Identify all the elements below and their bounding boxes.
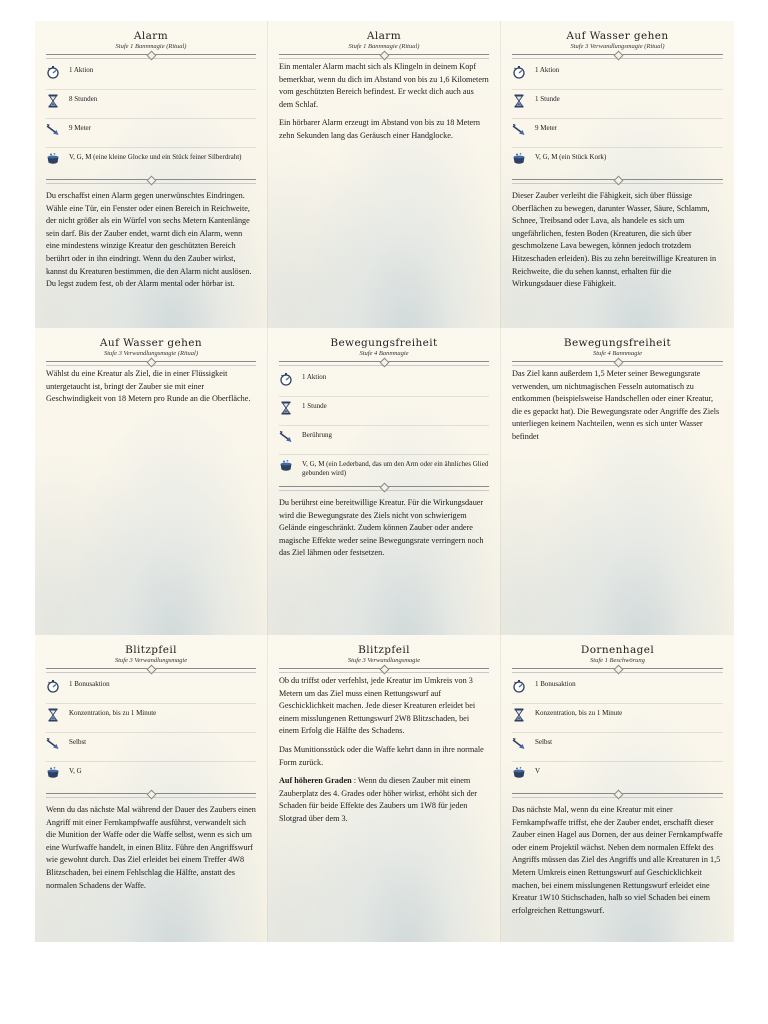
- arrow-target-icon: [512, 123, 526, 137]
- hourglass-icon: [512, 708, 526, 722]
- duration-value: 8 Stunden: [69, 95, 98, 103]
- stat-components: [46, 762, 256, 790]
- spell-subtitle: Stufe 1 Beschwörung: [590, 657, 645, 664]
- duration-value: 1 Stunde: [302, 402, 327, 410]
- stat-casting-time: [512, 61, 723, 90]
- spell-description: [46, 190, 256, 291]
- higher-levels-text: : Wenn du diesen Zauber mit einem Zauberplatz des 4. Grades oder höher wirkst, erhöht sich der Schaden für beide Effekte des Zaubers um 1W8 für jeden Slotgrad über dem 3.: [279, 776, 478, 823]
- cauldron-icon: [46, 766, 60, 780]
- stopwatch-icon: [46, 65, 60, 79]
- casting-time-value: 1 Aktion: [535, 66, 560, 74]
- spell-stats: [46, 61, 256, 176]
- components-value: V, G, M (ein Lederband, das um den Arm oder ein ähnliches Glied gebunden wird): [302, 460, 489, 477]
- spell-title: Dornenhagel: [580, 644, 655, 656]
- stat-components: [46, 148, 256, 176]
- spell-description: [279, 61, 489, 143]
- divider: [46, 793, 256, 798]
- stat-casting-time: [46, 675, 256, 704]
- description-paragraph: Das Munitionsstück oder die Waffe kehrt dann in ihre normale Form zurück.: [279, 744, 484, 767]
- divider: [512, 54, 723, 59]
- spell-title: Auf Wasser gehen: [566, 30, 669, 42]
- spell-description: [279, 675, 489, 826]
- description-paragraph: Ein mentaler Alarm macht sich als Klingeln in deinem Kopf bemerkbar, wenn du dich im Abstand von bis zu 1,6 Kilometern vom geschützten Bereich befindest. Er weckt dich auch aus dem Schlaf.: [279, 62, 489, 109]
- spell-subtitle: Stufe 3 Verwandlungsmagie (Ritual): [570, 43, 665, 50]
- components-value: V, G, M (eine kleine Glocke und ein Stück feiner Silberdraht): [69, 153, 242, 161]
- hourglass-icon: [46, 708, 60, 722]
- spell-card-sheet: [35, 21, 734, 942]
- spell-title: Auf Wasser gehen: [99, 337, 203, 349]
- spell-title: Blitzpfeil: [358, 644, 410, 656]
- stopwatch-icon: [512, 65, 526, 79]
- cauldron-icon: [279, 459, 293, 473]
- spell-card: [268, 21, 501, 328]
- spell-title: Bewegungsfreiheit: [330, 337, 438, 349]
- stat-duration: [512, 704, 723, 733]
- spell-subtitle: Stufe 1 Bannmagie (Ritual): [115, 43, 187, 50]
- divider: [512, 793, 723, 798]
- spell-title: Alarm: [133, 30, 169, 42]
- arrow-target-icon: [279, 430, 293, 444]
- hourglass-icon: [279, 401, 293, 415]
- arrow-target-icon: [46, 737, 60, 751]
- duration-value: 1 Stunde: [535, 95, 560, 103]
- spell-description: [279, 497, 489, 560]
- stat-casting-time: [512, 675, 723, 704]
- spell-subtitle: Stufe 3 Verwandlungsmagie: [114, 657, 188, 664]
- description-paragraph: Das nächste Mal, wenn du eine Kreatur mit einer Fernkampfwaffe triffst, ehe der Zauber endet, erschafft dieser Zauber einen Hagel aus Dornen, der aus deiner Fernkampfwaffe oder einem Projektil wächst. Neben dem normalen Effekt des Angriffs müssen das Ziel des Angriffs und alle Kreaturen in 1,5 Metern Umkreis einen Rettungswurf auf Geschicklichkeit machen, bei einem misslungenen Rettungswurf erleidet eine Kreatur 1W10 Stichschaden, halb so viel Schaden bei einem erfolgreichen Rettungswurf.: [512, 805, 723, 915]
- range-value: 9 Meter: [69, 124, 91, 132]
- divider: [46, 179, 256, 184]
- stat-components: [512, 762, 723, 790]
- spell-card: [501, 635, 734, 942]
- stat-range: [279, 426, 489, 455]
- stat-duration: [46, 90, 256, 119]
- divider: [46, 668, 256, 673]
- arrow-target-icon: [46, 123, 60, 137]
- divider: [512, 361, 723, 366]
- range-value: 9 Meter: [535, 124, 557, 132]
- higher-levels-paragraph: [279, 775, 489, 825]
- spell-card: [35, 21, 268, 328]
- stat-duration: [46, 704, 256, 733]
- arrow-target-icon: [512, 737, 526, 751]
- stat-duration: [512, 90, 723, 119]
- description-paragraph: Du berührst eine bereitwillige Kreatur. Für die Wirkungsdauer wird die Bewegungsrate des Ziels nicht von schwierigem Gelände eingeschränkt. Zudem können Zauber oder andere magische Effekte weder seine Bewegungsrate verringern noch das Ziel lähmen oder festsetzen.: [279, 498, 484, 558]
- stat-components: [512, 148, 723, 176]
- components-value: V, G: [69, 767, 82, 775]
- spell-title: Bewegungsfreiheit: [563, 337, 672, 349]
- spell-card: [35, 635, 268, 942]
- divider: [46, 54, 256, 59]
- spell-card: [268, 635, 501, 942]
- spell-stats: [512, 61, 723, 176]
- stopwatch-icon: [512, 679, 526, 693]
- spell-title: Alarm: [366, 30, 402, 42]
- spell-card: [35, 328, 268, 635]
- divider: [512, 668, 723, 673]
- range-value: Selbst: [535, 738, 553, 746]
- description-paragraph: Wählst du eine Kreatur als Ziel, die in einer Flüssigkeit untergetaucht ist, bringt der Zauber sie mit einer Geschwindigkeit von 18 Metern pro Runde an die Oberfläche.: [46, 369, 251, 404]
- spell-description: [512, 368, 723, 444]
- spell-subtitle: Stufe 1 Bannmagie (Ritual): [348, 43, 420, 50]
- spell-title: Blitzpfeil: [125, 644, 177, 656]
- stopwatch-icon: [46, 679, 60, 693]
- range-value: Selbst: [69, 738, 87, 746]
- cauldron-icon: [512, 152, 526, 166]
- stat-components: [279, 455, 489, 483]
- stat-range: [46, 733, 256, 762]
- stat-range: [512, 733, 723, 762]
- hourglass-icon: [46, 94, 60, 108]
- stat-casting-time: [46, 61, 256, 90]
- spell-stats: [279, 368, 489, 483]
- spell-card: [501, 21, 734, 328]
- spell-card: [501, 328, 734, 635]
- casting-time-value: 1 Bonusaktion: [535, 680, 576, 688]
- divider: [46, 361, 256, 366]
- description-paragraph: Das Ziel kann außerdem 1,5 Meter seiner Bewegungsrate verwenden, um nichtmagischen Fesseln automatisch zu entkommen (beispielsweise Handschellen oder einer Kreatur, die es gepackt hat). Die Bewegungsrate oder Angriffe des Ziels unterliegen keinem Nachteilen, wenn es sich unter Wasser befindet: [512, 369, 720, 441]
- stopwatch-icon: [279, 372, 293, 386]
- stat-range: [46, 119, 256, 148]
- duration-value: Konzentration, bis zu 1 Minute: [535, 709, 623, 717]
- stat-duration: [279, 397, 489, 426]
- description-paragraph: Ein hörbarer Alarm erzeugt im Abstand von bis zu 18 Metern zehn Sekunden lang das Geräusch einer Handglocke.: [279, 118, 480, 140]
- spell-subtitle: Stufe 4 Bannmagie: [359, 350, 409, 357]
- spell-subtitle: Stufe 3 Verwandlungsmagie: [347, 657, 421, 664]
- cauldron-icon: [46, 152, 60, 166]
- casting-time-value: 1 Aktion: [69, 66, 94, 74]
- hourglass-icon: [512, 94, 526, 108]
- spell-description: [46, 368, 256, 406]
- spell-card: [268, 328, 501, 635]
- description-paragraph: Wenn du das nächste Mal während der Dauer des Zaubers einen Angriff mit einer Fernkampfwaffe ausführst, verwandelt sich die Munition der Waffe oder die Waffe selbst, wenn es sich um eine Wurfwaffe handelt, in einen Blitz. Führe den Angriffswurf wie gewohnt durch. Das Ziel erleidet bei einem Treffer 4W8 Blitzschaden, bei einem Fehlschlag die Hälfte, anstatt des normalen Schadens der Waffe.: [46, 805, 256, 890]
- spell-subtitle: Stufe 4 Bannmagie: [592, 350, 643, 357]
- range-value: Berührung: [302, 431, 332, 439]
- casting-time-value: 1 Bonusaktion: [69, 680, 110, 688]
- description-paragraph: Du erschaffst einen Alarm gegen unerwünschtes Eindringen. Wähle eine Tür, ein Fenster oder einen Bereich in Reichweite, der nicht größer als ein Würfel von sechs Metern Kantenlänge sein darf. Bis der Zauber endet, warnt dich ein Alarm, wenn eine mindestens winzige Kreatur den geschützten Bereich berührt oder in ihn eindringt. Wenn du den Zauber wirkst, kannst du Kreaturen bestimmen, die den Alarm nicht auslösen. Du legst zudem fest, ob der Alarm mental oder hörbar ist.: [46, 191, 252, 289]
- casting-time-value: 1 Aktion: [302, 373, 327, 381]
- spell-description: [46, 804, 256, 892]
- description-paragraph: Ob du triffst oder verfehlst, jede Kreatur im Umkreis von 3 Metern um das Ziel muss einen Rettungswurf auf Geschicklichkeit machen. Jede dieser Kreaturen erleidet bei einem misslungenen Rettungswurf 2W8 Blitzschaden, bei einem Erfolg die Hälfte des Schadens.: [279, 676, 476, 736]
- divider: [279, 361, 489, 366]
- stat-casting-time: [279, 368, 489, 397]
- spell-stats: [46, 675, 256, 790]
- components-value: V: [535, 767, 541, 775]
- components-value: V, G, M (ein Stück Kork): [535, 153, 607, 161]
- stat-range: [512, 119, 723, 148]
- spell-stats: [512, 675, 723, 790]
- divider: [512, 179, 723, 184]
- spell-subtitle: Stufe 3 Verwandlungsmagie (Ritual): [103, 350, 199, 357]
- divider: [279, 54, 489, 59]
- divider: [279, 668, 489, 673]
- cauldron-icon: [512, 766, 526, 780]
- spell-description: [512, 190, 723, 291]
- divider: [279, 486, 489, 491]
- spell-description: [512, 804, 723, 917]
- duration-value: Konzentration, bis zu 1 Minute: [69, 709, 157, 717]
- higher-levels-label: Auf höheren Graden: [279, 776, 352, 786]
- description-paragraph: Dieser Zauber verleiht die Fähigkeit, sich über flüssige Oberflächen zu bewegen, darunter Wasser, Säure, Schlamm, Schnee, Treibsand oder Lava, als handele es sich um ungefährlichen, festen Boden (Kreaturen, die sich über geschmolzene Lava bewegen, können jedoch trotzdem Hitzeschaden erleiden). Bis zu zehn bereitwillige Kreaturen in Reichweite, die du sehen kannst, erhalten für die Wirkungsdauer diese Fähigkeit.: [512, 191, 717, 289]
